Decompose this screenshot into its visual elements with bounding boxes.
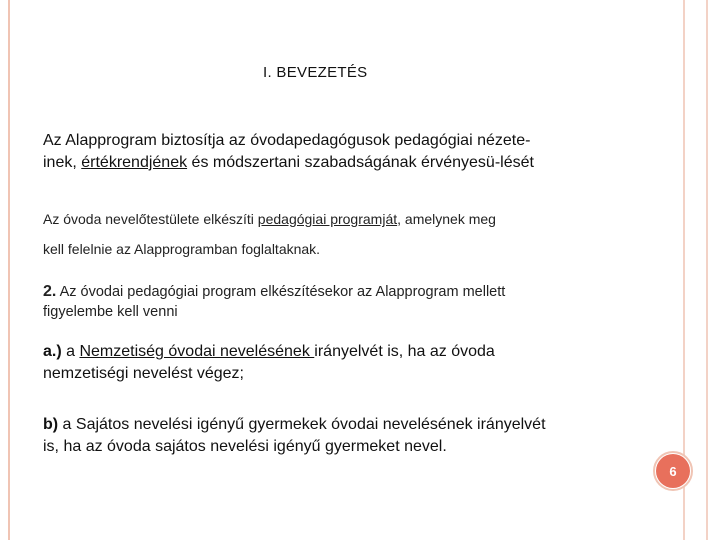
list-marker: a.) <box>43 343 62 360</box>
text-span: irányelvét is, ha az óvoda <box>314 343 495 360</box>
paragraph-line <box>43 206 633 232</box>
text-span: a Sajátos nevelési igényű gyermekek óvodai nevelésének irányelvét <box>58 416 546 433</box>
section-number: 2. <box>43 283 57 300</box>
page-number-badge: 6 <box>656 454 690 488</box>
paragraph-item-b <box>43 414 623 458</box>
underlined-term: pedagógiai programját <box>257 211 398 227</box>
paragraph-section-2 <box>43 282 633 322</box>
text-span: Az óvoda nevelőtestülete elkészíti <box>43 211 258 227</box>
right-decorative-rule-outer <box>706 0 708 540</box>
paragraph-line: nemzetiségi nevelést végez; <box>43 365 244 382</box>
text-span: , amelynek meg <box>397 211 496 227</box>
list-marker: b) <box>43 416 59 433</box>
paragraph-line: Az Alapprogram biztosítja az óvodapedagógusok pedagógiai nézete- <box>43 132 531 149</box>
paragraph-item-a <box>43 341 623 385</box>
paragraph-nevelotestulet <box>43 206 633 262</box>
paragraph-line <box>43 152 623 174</box>
text-span: inek, <box>43 154 82 171</box>
paragraph-line <box>43 282 633 302</box>
paragraph-line: kell felelnie az Alapprogramban foglaltaknak. <box>43 241 321 257</box>
text-span: és módszertani szabadságának érvényesü-lését <box>187 154 534 171</box>
paragraph-line <box>43 341 623 363</box>
paragraph-line: is, ha az óvoda sajátos nevelési igényű gyermeket nevel. <box>43 438 447 455</box>
slide-title: I. BEVEZETÉS <box>263 64 368 81</box>
text-span: Az óvodai pedagógiai program elkészítésekor az Alapprogram mellett <box>56 284 506 300</box>
underlined-term: értékrendjének <box>81 154 188 171</box>
underlined-term: Nemzetiség óvodai nevelésének <box>79 343 315 360</box>
left-decorative-rule <box>8 0 10 540</box>
paragraph-line <box>43 414 623 436</box>
text-span: a <box>61 343 80 360</box>
paragraph-alapprogram <box>43 130 623 174</box>
paragraph-line: figyelembe kell venni <box>43 304 178 320</box>
